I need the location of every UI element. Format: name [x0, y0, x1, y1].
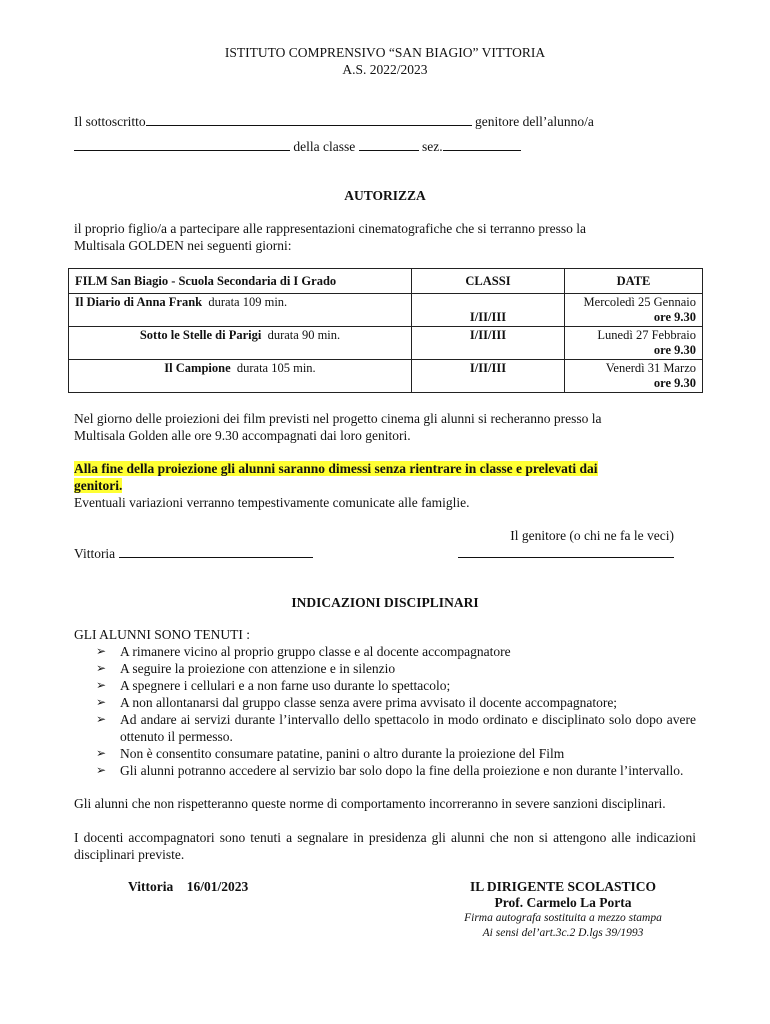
- signature-label: Il genitore (o chi ne fa le veci): [510, 528, 674, 543]
- principal-role: IL DIRIGENTE SCOLASTICO: [469, 879, 657, 894]
- film-title: Il Diario di Anna Frank: [75, 295, 203, 309]
- highlight-text-1: Alla fine della proiezione gli alunni saranno dimessi senza rientrare in classe e prelevati dai: [74, 461, 598, 476]
- place-label: Vittoria: [74, 546, 116, 561]
- classi-value: I/II/III: [469, 328, 507, 342]
- sottoscritto-label: Il sottoscritto: [74, 114, 146, 129]
- table-header: [69, 269, 703, 294]
- school-name: ISTITUTO COMPRENSIVO “SAN BIAGIO” VITTORIA: [224, 45, 546, 60]
- body-paragraph-2: Eventuali variazioni verranno tempestivamente comunicate alle famiglie.: [74, 495, 470, 510]
- table-row: [69, 327, 703, 360]
- rule-text: Non è consentito consumare patatine, panini o altro durante la proiezione del Film: [120, 746, 565, 761]
- classi-cell: [412, 294, 565, 327]
- header-film: FILM San Biagio - Scuola Secondaria di I Grado: [69, 269, 412, 294]
- film-title: Il Campione: [164, 361, 231, 375]
- film-duration: durata 109 min.: [208, 295, 288, 309]
- rule-text: A non allontanarsi dal gruppo classe senza avere prima avvisato il docente accompagnatore;: [120, 695, 618, 710]
- time-value: ore 9.30: [653, 343, 696, 357]
- rule-text: Gli alunni potranno accedere al servizio bar solo dopo la fine della proiezione e non durante l’intervallo.: [120, 763, 684, 778]
- classi-value: I/II/III: [469, 310, 507, 324]
- arrow-bullet-icon: ➢: [96, 746, 107, 760]
- classi-cell: [412, 327, 565, 360]
- disciplinary-title: INDICAZIONI DISCIPLINARI: [291, 595, 479, 610]
- body-paragraph-1b: Multisala Golden alle ore 9.30 accompagnati dai loro genitori.: [74, 428, 411, 443]
- date-cell: [565, 294, 703, 327]
- place-date: Vittoria 16/01/2023: [128, 879, 249, 894]
- rule-text: A spegnere i cellulari e a non farne uso durante lo spettacolo;: [120, 678, 451, 693]
- film-cell: [69, 360, 412, 393]
- sez-field[interactable]: [443, 137, 521, 151]
- place-date-field[interactable]: [119, 544, 313, 558]
- signature-note-1: Firma autografa sostituita a mezzo stampa: [464, 912, 662, 924]
- highlight-line-1: [74, 460, 696, 477]
- arrow-bullet-icon: ➢: [96, 763, 107, 777]
- highlight-line-2: [74, 477, 696, 494]
- table-row: [69, 360, 703, 393]
- classe-field[interactable]: [359, 137, 419, 151]
- list-item: [96, 711, 696, 745]
- student-name-field[interactable]: [74, 137, 290, 151]
- time-value: ore 9.30: [653, 376, 696, 390]
- rules-list: [96, 643, 696, 779]
- list-item: [96, 745, 696, 762]
- classi-value: I/II/III: [469, 361, 507, 375]
- table-row: [69, 294, 703, 327]
- arrow-bullet-icon: ➢: [96, 661, 107, 675]
- date-cell: [565, 327, 703, 360]
- signature-row: [74, 544, 696, 562]
- school-year: A.S. 2022/2023: [342, 62, 428, 77]
- autorizza-intro-2: Multisala GOLDEN nei seguenti giorni:: [74, 238, 292, 253]
- rule-text: Ad andare ai servizi durante l’intervallo dello spettacolo in modo ordinato e disciplinato solo dopo avere ottenuto il permesso.: [120, 712, 696, 744]
- arrow-bullet-icon: ➢: [96, 678, 107, 692]
- date-cell: [565, 360, 703, 393]
- body-paragraph-1a: Nel giorno delle proiezioni dei film previsti nel progetto cinema gli alunni si recheranno presso la: [74, 411, 602, 426]
- header-date: DATE: [565, 269, 703, 294]
- disciplinary-intro: GLI ALUNNI SONO TENUTI :: [74, 627, 250, 642]
- classi-cell: [412, 360, 565, 393]
- arrow-bullet-icon: ➢: [96, 712, 107, 726]
- parent-signature-field[interactable]: [458, 544, 674, 558]
- film-cell: [69, 294, 412, 327]
- date-value: Lunedì 27 Febbraio: [597, 328, 696, 342]
- arrow-bullet-icon: ➢: [96, 644, 107, 658]
- film-duration: durata 90 min.: [267, 328, 341, 342]
- student-row: [74, 137, 696, 155]
- list-item: [96, 694, 696, 711]
- closing-paragraph-1: Gli alunni che non rispetteranno queste norme di comportamento incorreranno in severe sanzioni disciplinari.: [74, 796, 666, 811]
- parent-name-field[interactable]: [146, 112, 472, 126]
- date-value: Venerdì 31 Marzo: [605, 361, 696, 375]
- film-title: Sotto le Stelle di Parigi: [139, 328, 262, 342]
- list-item: [96, 660, 696, 677]
- sez-label: sez.: [421, 139, 443, 154]
- film-table: [68, 268, 703, 393]
- film-duration: durata 105 min.: [236, 361, 316, 375]
- classe-label: della classe: [293, 139, 356, 154]
- list-item: [96, 762, 696, 779]
- rule-text: A seguire la proiezione con attenzione e in silenzio: [120, 661, 396, 676]
- signature-note-2: Ai sensi del’art.3c.2 D.lgs 39/1993: [482, 927, 644, 939]
- autorizza-title: AUTORIZZA: [344, 188, 426, 203]
- arrow-bullet-icon: ➢: [96, 695, 107, 709]
- principal-name: Prof. Carmelo La Porta: [494, 895, 632, 910]
- film-cell: [69, 327, 412, 360]
- genitore-label: genitore dell’alunno/a: [475, 114, 594, 129]
- list-item: [96, 677, 696, 694]
- highlight-text-2: genitori.: [74, 478, 123, 493]
- parent-name-row: [74, 112, 696, 130]
- rule-text: A rimanere vicino al proprio gruppo classe e al docente accompagnatore: [120, 644, 511, 659]
- closing-paragraph-2: I docenti accompagnatori sono tenuti a segnalare in presidenza gli alunni che non si attengono alle indicazioni disciplinari previste.: [74, 830, 696, 862]
- header-classi: CLASSI: [412, 269, 565, 294]
- list-item: [96, 643, 696, 660]
- autorizza-intro-1: il proprio figlio/a a partecipare alle rappresentazioni cinematografiche che si terranno presso la: [74, 221, 587, 236]
- time-value: ore 9.30: [653, 310, 696, 324]
- date-value: Mercoledì 25 Gennaio: [583, 295, 696, 309]
